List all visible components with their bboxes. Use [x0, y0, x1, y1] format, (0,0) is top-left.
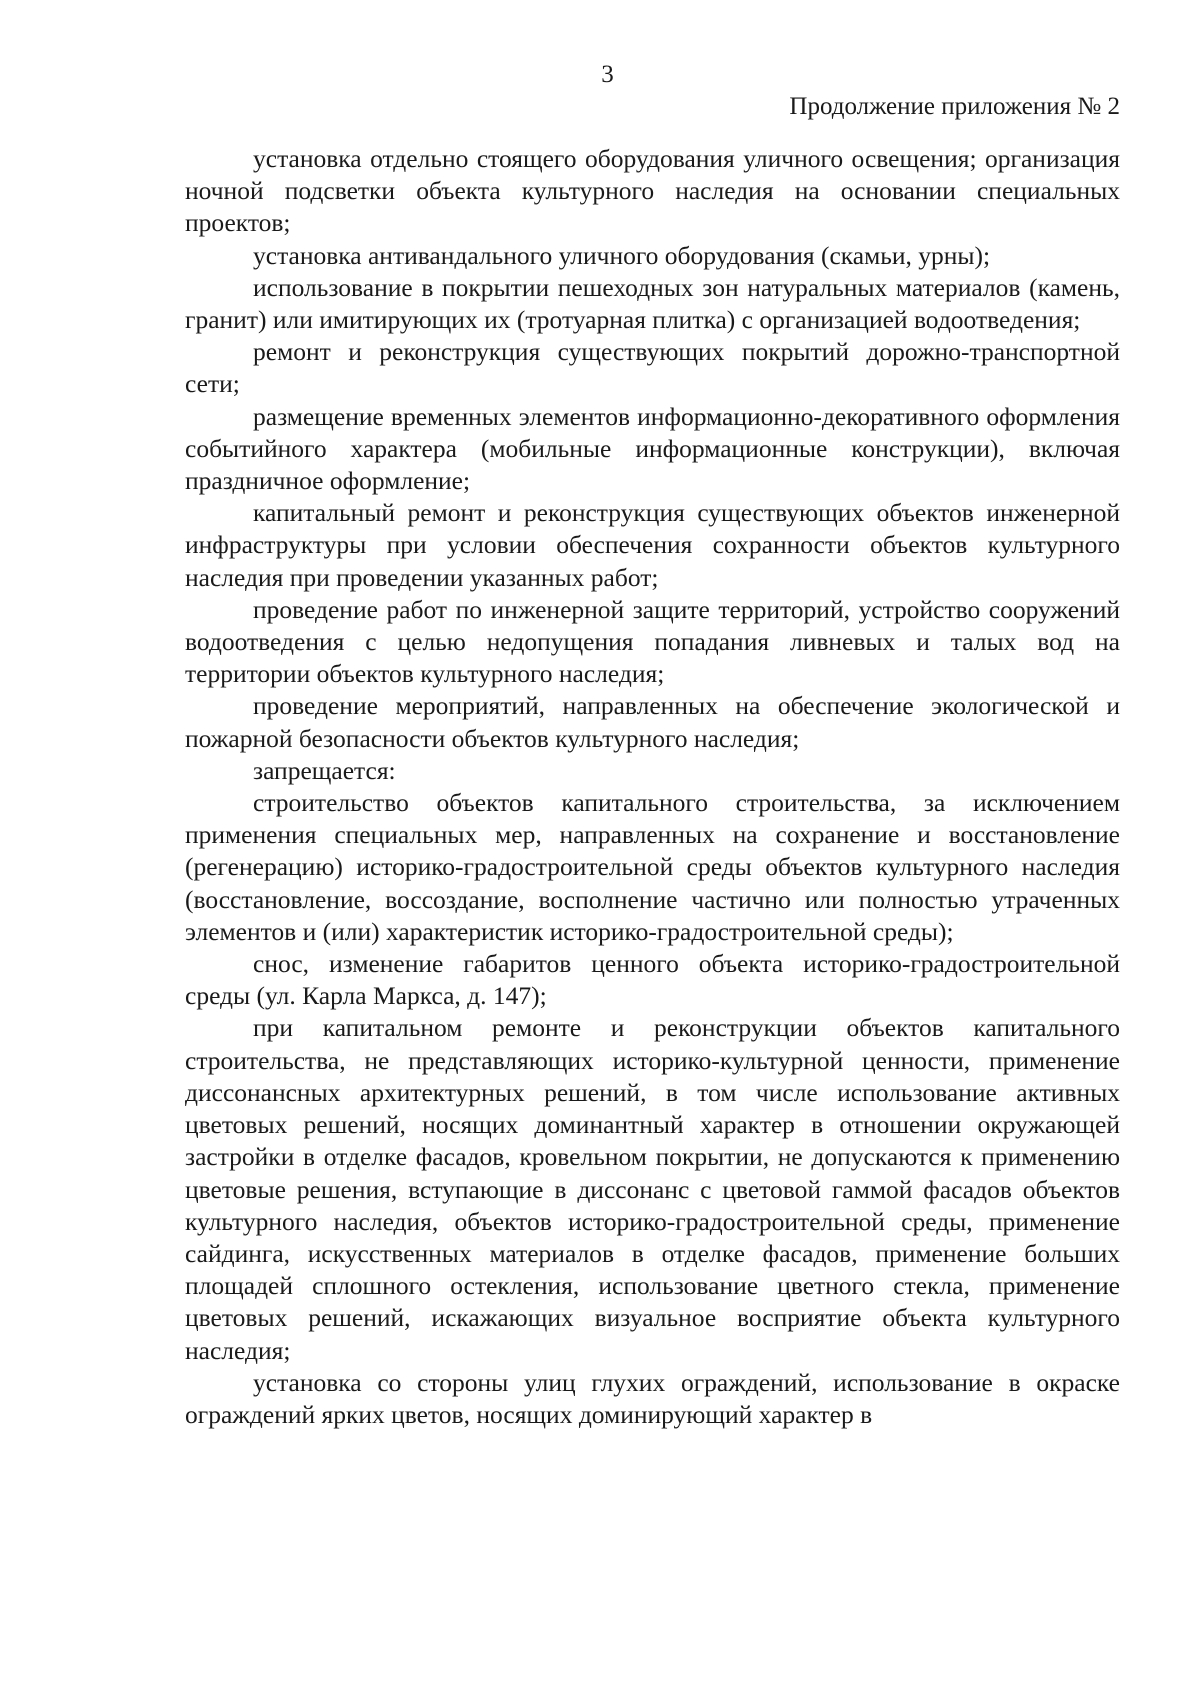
document-body — [185, 143, 1120, 1431]
paragraph-demolition-ban: снос, изменение габаритов ценного объекта историко-градостроительной среды (ул. Карла Маркса, д. 147); — [185, 949, 1120, 1011]
appendix-continuation-note: Продолжение приложения № 2 — [789, 93, 1120, 120]
paragraph-prohibited-heading: запрещается: — [253, 755, 396, 785]
paragraph-street-furniture: установка антивандального уличного оборудования (скамьи, урны); — [253, 240, 991, 270]
paragraph-road-repair: ремонт и реконструкция существующих покрытий дорожно-транспортной сети; — [185, 337, 1120, 399]
paragraph-safety-measures: проведение мероприятий, направленных на обеспечение экологической и пожарной безопасности объектов культурного наследия; — [185, 691, 1120, 753]
paragraph-dissonant-solutions: при капитальном ремонте и реконструкции объектов капитального строительства, не представляющих историко-культурной ценности, применение диссонансных архитектурных решений, в том числе использование активных цветовых решений, носящих доминантный характер в отношении окружающей застройки в отделке фасадов, кровельном покрытии, не допускаются к применению цветовые решения, вступающие в диссонанс с цветовой гаммой фасадов объектов культурного наследия, объектов историко-градостроительной среды, применение сайдинга, искусственных материалов в отделке фасадов, применение больших площадей сплошного остекления, использование цветного стекла, применение цветовых решений, искажающих визуальное восприятие объекта культурного наследия; — [185, 1013, 1120, 1365]
paragraph-pedestrian-paving: использование в покрытии пешеходных зон натуральных материалов (камень, гранит) или имитирующих их (тротуарная плитка) с организацией водоотведения; — [185, 272, 1120, 335]
paragraph-engineering-infrastructure: капитальный ремонт и реконструкция существующих объектов инженерной инфраструктуры при условии обеспечения сохранности объектов культурного наследия при проведении указанных работ; — [185, 498, 1120, 592]
paragraph-temporary-decor: размещение временных элементов информационно-декоративного оформления событийного характера (мобильные информационные конструкции), включая праздничное оформление; — [185, 401, 1120, 496]
paragraph-construction-ban: строительство объектов капитального строительства, за исключением применения специальных мер, направленных на сохранение и восстановление (регенерацию) историко-градостроительной среды объектов культурного наследия (восстановление, воссоздание, восполнение частично или полностью утраченных элементов и (или) характеристик историко-градостроительной среды); — [185, 788, 1120, 946]
paragraph-engineering-protection: проведение работ по инженерной защите территорий, устройство сооружений водоотведения с целью недопущения попадания ливневых и талых вод на территории объектов культурного наследия; — [185, 594, 1120, 689]
page-number: 3 — [601, 61, 614, 88]
paragraph-fences: установка со стороны улиц глухих ограждений, использование в окраске ограждений ярких цветов, носящих доминирующий характер в — [185, 1367, 1120, 1429]
paragraph-street-lighting: установка отдельно стоящего оборудования уличного освещения; организация ночной подсветки объекта культурного наследия на основании специальных проектов; — [185, 144, 1120, 238]
